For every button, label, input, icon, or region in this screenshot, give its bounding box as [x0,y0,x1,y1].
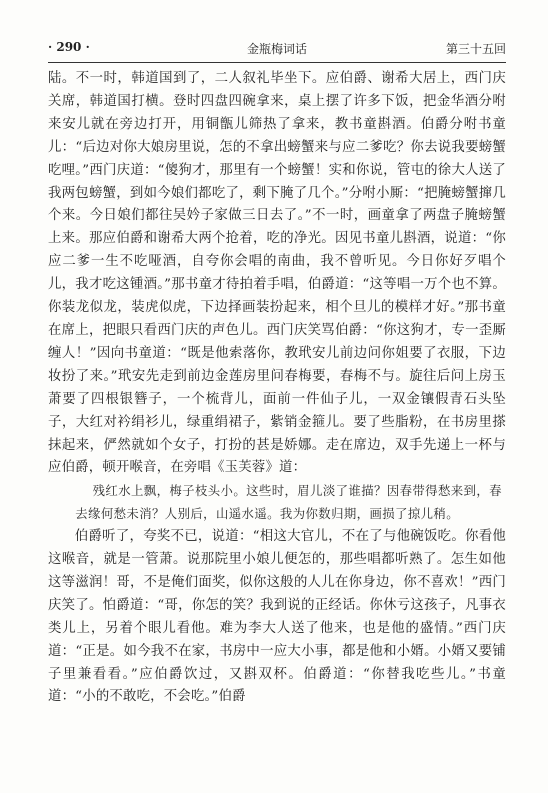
song-verse: 残红水上飘，梅子枝头小。这些时，眉儿淡了谁描？因春带得愁来到，春去缘何愁未消？人别后，山遥水遥。我为你数归期，画损了掠儿稍。 [75,483,502,522]
page-header [48,40,506,60]
chapter-title: 第三十五回 [445,42,506,56]
book-title: 金瓶梅词话 [246,42,307,56]
header-rule [48,62,506,63]
paragraph-continued: 陆。不一时，韩道国到了，二人叙礼毕坐下。应伯爵、谢希大居上，西门庆关席，韩道国打横。登时四盘四碗拿来，桌上摆了许多下饭，把金华酒分咐来安儿就在旁边打开，用铜甑儿筛热了拿来，教书童斟酒。伯爵分咐书童儿：“后边对你大娘房里说，怎的不拿出螃蟹来与应二爹吃？你去说我要螃蟹吃哩。”西门庆道：“傻狗才，那里有一个螃蟹！实和你说，管屯的徐大人送了我两包螃蟹，到如今娘们都吃了，剩下腌了几个。”分咐小厮：“把腌螃蟹撺几个来。今日娘们都往吴妗子家做三日去了。”不一时，画童拿了两盘子腌螃蟹上来。那应伯爵和谢希大两个抢着，吃的净光。因见书童儿斟酒，说道：“你应二爹一生不吃哑酒，自夸你会唱的南曲，我不曾听见。今日你好歹唱个儿，我才吃这锺酒。”那书童才待拍着手唱，伯爵道：“这等唱一万个也不算。你装龙似龙，装虎似虎，下边择画装扮起来，相个旦儿的模样才好。”那书童在席上，把眼只看西门庆的声色儿。西门庆笑骂伯爵：“你这狗才，专一歪厮缠人！”因向书童道：“既是他索落你，教玳安儿前边问你姐要了衣服，下边妆扮了来。”玳安先走到前边金莲房里问春梅要，春梅不与。旋往后问上房玉萧要了四根银簪子，一个梳背儿，面前一件仙子儿，一双金镶假青石头坠子，大红对衿绢衫儿，绿重绢裙子，紫销金箍儿。要了些脂粉，在书房里搽抹起来，俨然就如个女子，打扮的甚是娇娜。走在席边，双手先递上一杯与应伯爵，顿开喉音，在旁唱《玉芙蓉》道： [48,71,506,476]
page-number: · 290 · [48,40,90,54]
paragraph: 伯爵听了，夸奖不已，说道：“相这大官儿，不在了与他碗饭吃。你看他这喉音，就是一管萧。说那院里小娘儿便怎的，那些唱都听熟了。怎生如他这等滋润！哥，不是俺们面奖，似你这般的人儿在你身边，你不喜欢！”西门庆笑了。怕爵道：“哥，你怎的笑？我到说的正经话。你休亏这孩子，凡事衣类儿上，另着个眼儿看他。难为李大人送了他来，也是他的盛情。”西门庆道：“正是。如今我不在家，书房中一应大小事，都是他和小婿。小婿又要铺子里兼看看。”应伯爵饮过，又斟双杯。伯爵道：“你替我吃些儿。”书童道：“小的不敢吃，不会吃。”伯爵 [48,529,506,705]
page-body [48,68,506,709]
